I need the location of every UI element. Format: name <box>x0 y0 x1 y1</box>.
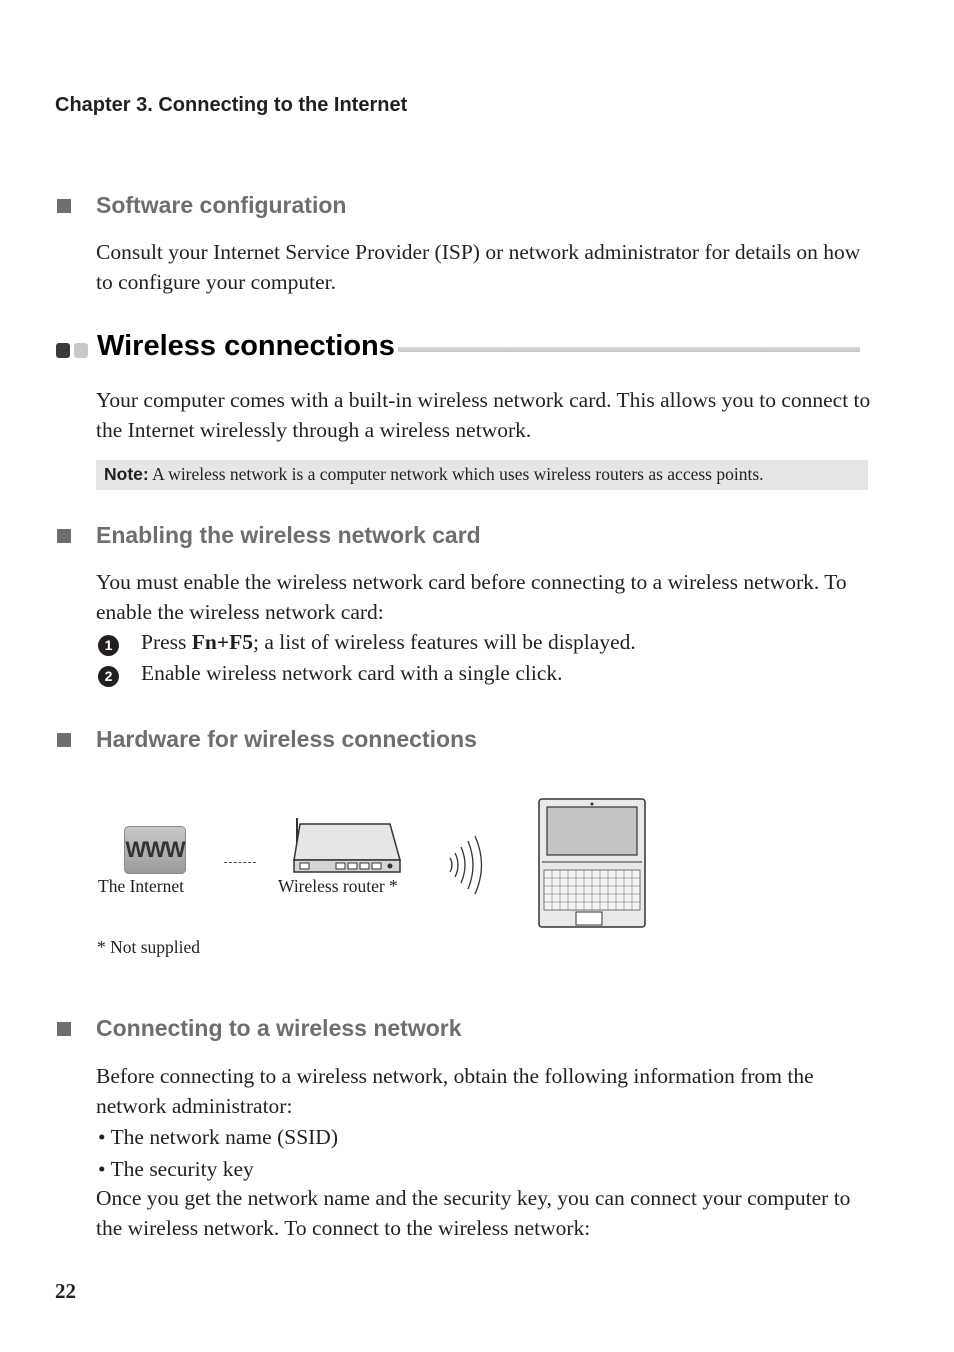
section-dots-icon <box>55 342 91 360</box>
bullet-ssid: • The network name (SSID) <box>98 1125 338 1149</box>
note-body: A wireless network is a computer network which uses wireless routers as access points. <box>148 464 764 484</box>
subsection-title-hardware: Hardware for wireless connections <box>96 726 477 752</box>
step-2-text: Enable wireless network card with a single click. <box>141 661 563 685</box>
wireless-intro: Your computer comes with a built-in wireless network card. This allows you to connect to the Internet wirelessly through a wireless network. <box>96 388 871 442</box>
wireless-router-icon <box>290 816 404 876</box>
bullet-security-key: • The security key <box>98 1157 254 1181</box>
page-number: 22 <box>55 1279 76 1303</box>
subsection-title-connecting: Connecting to a wireless network <box>96 1015 462 1041</box>
enabling-body: You must enable the wireless network card before connecting to a wireless network. To enable the wireless network card: <box>96 570 847 624</box>
wireless-signal-icon <box>444 834 488 896</box>
step-number-icon: 2 <box>98 666 119 687</box>
section-rule <box>398 347 860 352</box>
square-bullet-icon <box>57 733 71 747</box>
software-config-body: Consult your Internet Service Provider (ISP) or network administrator for details on how to configure your computer. <box>96 240 861 294</box>
subsection-title-software: Software configuration <box>96 192 347 218</box>
laptop-icon <box>538 798 648 930</box>
section-title-wireless: Wireless connections <box>97 330 395 362</box>
www-icon: WWW <box>124 826 186 874</box>
note-label: Note: <box>104 464 149 484</box>
note-text <box>104 463 764 485</box>
subsection-title-enabling: Enabling the wireless network card <box>96 522 481 548</box>
connecting-body: Before connecting to a wireless network, obtain the following information from the network administrator: <box>96 1064 814 1118</box>
connecting-closing: Once you get the network name and the security key, you can connect your computer to the wireless network. To connect to the wireless network: <box>96 1186 851 1240</box>
step-number-icon: 1 <box>98 635 119 656</box>
dashed-connector <box>224 862 256 863</box>
square-bullet-icon <box>57 199 71 213</box>
chapter-header: Chapter 3. Connecting to the Internet <box>55 94 408 116</box>
router-caption: Wireless router * <box>278 876 398 896</box>
square-bullet-icon <box>57 1022 71 1036</box>
step-1-text: Press Fn+F5; a list of wireless features will be displayed. <box>141 630 636 654</box>
square-bullet-icon <box>57 529 71 543</box>
internet-caption: The Internet <box>98 876 184 896</box>
not-supplied-footnote: * Not supplied <box>97 937 201 957</box>
